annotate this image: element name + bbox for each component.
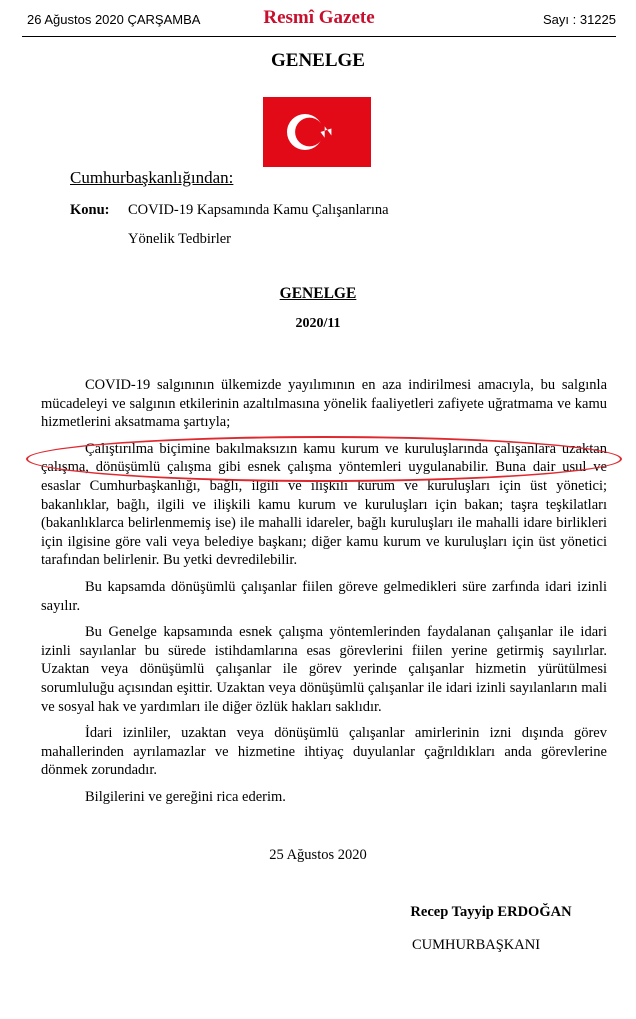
subject-line-2: Yönelik Tedbirler xyxy=(128,231,232,247)
sub-heading: GENELGE xyxy=(279,285,357,302)
header-date: 26 Ağustos 2020 ÇARŞAMBA xyxy=(27,12,201,27)
subject-line-1: COVID-19 Kapsamında Kamu Çalışanlarına xyxy=(128,202,389,218)
subject-label: Konu: xyxy=(70,202,110,218)
highlight-annotation xyxy=(26,436,622,482)
gazette-header xyxy=(22,8,616,37)
circular-number: 2020/11 xyxy=(295,316,341,331)
paragraph-4: Bu Genelge kapsamında esnek çalışma yöntemlerinden faydalanan çalışanlar ile idari izinli sayılanlar bu sürede istihdamlarına esas görevlerini fiilen yerine getirmiş sayılırlar. Uzaktan veya dönüşümlü çalışanlar ile görev yerinde çalışanlar hizmetin yürütülmesi sorumluluğu açısından eşittir. Uzaktan veya dönüşümlü çalışanlar ile idari izinli sayılanların mali ve sosyal hak ve yardımları ile diğer özlük hakları saklıdır. xyxy=(41,624,607,715)
document-date: 25 Ağustos 2020 xyxy=(269,847,367,863)
paragraph-2: Çalıştırılma biçimine bakılmaksızın kamu kurum ve kuruluşlarında çalışanlara uzaktan çalışma, dönüşümlü çalışma gibi esnek çalışma yöntemleri uygulanabilir. Buna dair usul ve esaslar Cumhurbaşkanlığı, bağlı, ilgili ve ilişkili kurum ve kuruluşları için üst yönetici; bakanlıklar, bağlı, ilgili ve ilişkili kamu kurum ve kuruluşları için bakan; taşra teşkilatları (bakanlıklarca belirlenmemiş ise) ile mahalli idareler, bağlı kuruluşları ile mahalli idare birlikleri için ilgisine göre vali veya belediye başkanı; diğer kamu kurum ve kuruluşları için üst yönetici tarafından belirlenir. Bu yetki devredilebilir. xyxy=(41,440,607,569)
paragraph-1: COVID-19 salgınının ülkemizde yayılımının en aza indirilmesi amacıyla, bu salgınla mücadeleyi ve salgının etkilerinin azaltılmasına yönelik faaliyetleri zafiyete uğratmama ve kamu hizmetlerini aksatmama şartıyla; xyxy=(41,377,607,431)
gazette-title: Resmî Gazete xyxy=(263,7,375,28)
paragraph-5: İdari izinliler, uzaktan veya dönüşümlü çalışanlar amirlerinin izni dışında görev mahallerinden ayrılamazlar ve hizmetine ihtiyaç duyulanlar çağrıldıkları anda görevlerine dönmek zorundadır. xyxy=(41,725,607,779)
signatory-title: CUMHURBAŞKANI xyxy=(411,937,541,953)
issuer: Cumhurbaşkanlığından: xyxy=(70,168,234,187)
issue-number: Sayı : 31225 xyxy=(543,12,616,27)
paragraph-3: Bu kapsamda dönüşümlü çalışanlar fiilen göreve gelmedikleri süre zarfında idari izinli sayılır. xyxy=(41,578,607,614)
turkish-flag-icon xyxy=(263,97,371,167)
paragraph-6: Bilgilerini ve gereğini rica ederim. xyxy=(85,788,286,805)
signatory-name: Recep Tayyip ERDOĞAN xyxy=(410,904,572,920)
main-heading: GENELGE xyxy=(271,50,365,71)
